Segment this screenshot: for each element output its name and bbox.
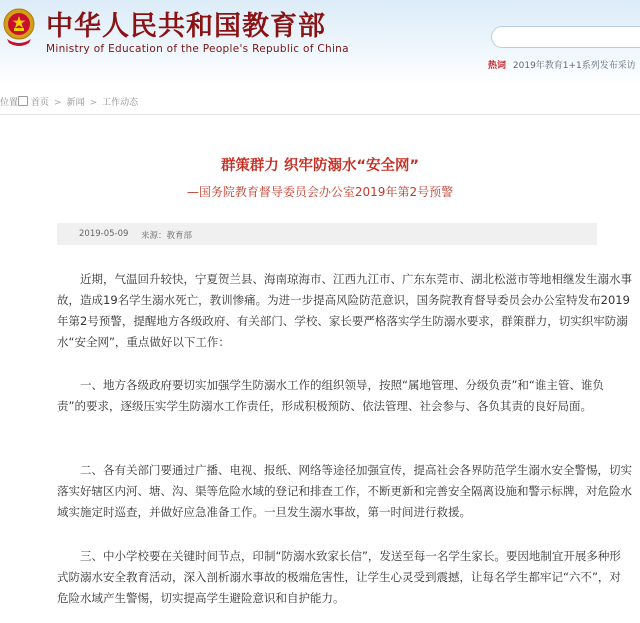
breadcrumb-separator-icon: >	[54, 98, 62, 108]
hot-words	[488, 58, 636, 71]
article-subtitle: —国务院教育督导委员会办公室2019年第2号预警	[186, 185, 454, 199]
home-icon	[18, 96, 28, 106]
article-meta-bar	[57, 223, 597, 245]
divider	[0, 114, 640, 115]
article-paragraph: 二、各有关部门要通过广播、电视、报纸、网络等途径加强宣传，提高社会各界防范学生溺水安全警惕，切实落实好辖区内河、塘、沟、渠等危险水域的登记和排查工作，不断更新和完善安全隔离设施和警示标牌，对危险水域实施定时巡查，并做好应急准备工作。一旦发生溺水事故，第一时间进行救援。	[57, 463, 632, 519]
national-emblem-icon[interactable]	[2, 7, 36, 49]
breadcrumb-work-news[interactable]: 工作动态	[102, 98, 139, 108]
site-title-en: Ministry of Education of the People's Republic of China	[46, 43, 349, 55]
breadcrumb-separator-icon: >	[89, 98, 98, 108]
site-title-cn[interactable]: 中华人民共和国教育部	[46, 11, 326, 42]
breadcrumb-news[interactable]: 新闻	[66, 98, 85, 108]
article-source: 来源：教育部	[141, 231, 193, 241]
hot-label: 热词	[488, 61, 507, 71]
site-header	[0, 0, 640, 86]
search-input[interactable]	[491, 26, 640, 48]
article-paragraph: 近期，气温回升较快，宁夏贺兰县、海南琼海市、江西九江市、广东东莞市、湖北松滋市等地相继发生溺水事故，造成19名学生溺水死亡，教训惨痛。为进一步提高风险防范意识，国务院教育督导委员会办公室特发布2019年第2号预警，提醒地方各级政府、有关部门、学校、家长要严格落实学生防溺水要求，群策群力，切实织牢防溺水“安全网”，重点做好以下工作：	[57, 272, 632, 349]
breadcrumb-home[interactable]: 首页	[31, 98, 50, 108]
breadcrumb-prefix: 位置	[0, 98, 19, 108]
article-paragraph: 一、地方各级政府要切实加强学生防溺水工作的组织领导，按照“属地管理、分级负责”和“谁主管、谁负责”的要求，逐级压实学生防溺水工作责任，形成积极预防、依法管理、社会参与、各负其责的良好局面。	[57, 378, 604, 413]
breadcrumb	[0, 95, 640, 113]
article-paragraph: 三、中小学校要在关键时间节点，印制“防溺水致家长信”，发送至每一名学生家长。要因地制宜开展多种形式防溺水安全教育活动，深入剖析溺水事故的极端危害性，让学生心灵受到震撼，让每名学生都牢记“六不”，对危险水域产生警惕，切实提高学生避险意识和自护能力。	[57, 549, 621, 605]
article-date: 2019-05-09	[79, 229, 129, 239]
article-title: 群策群力 织牢防溺水“安全网”	[220, 158, 420, 174]
hot-link[interactable]: 2019年教育1+1系列发布采访	[512, 61, 636, 71]
